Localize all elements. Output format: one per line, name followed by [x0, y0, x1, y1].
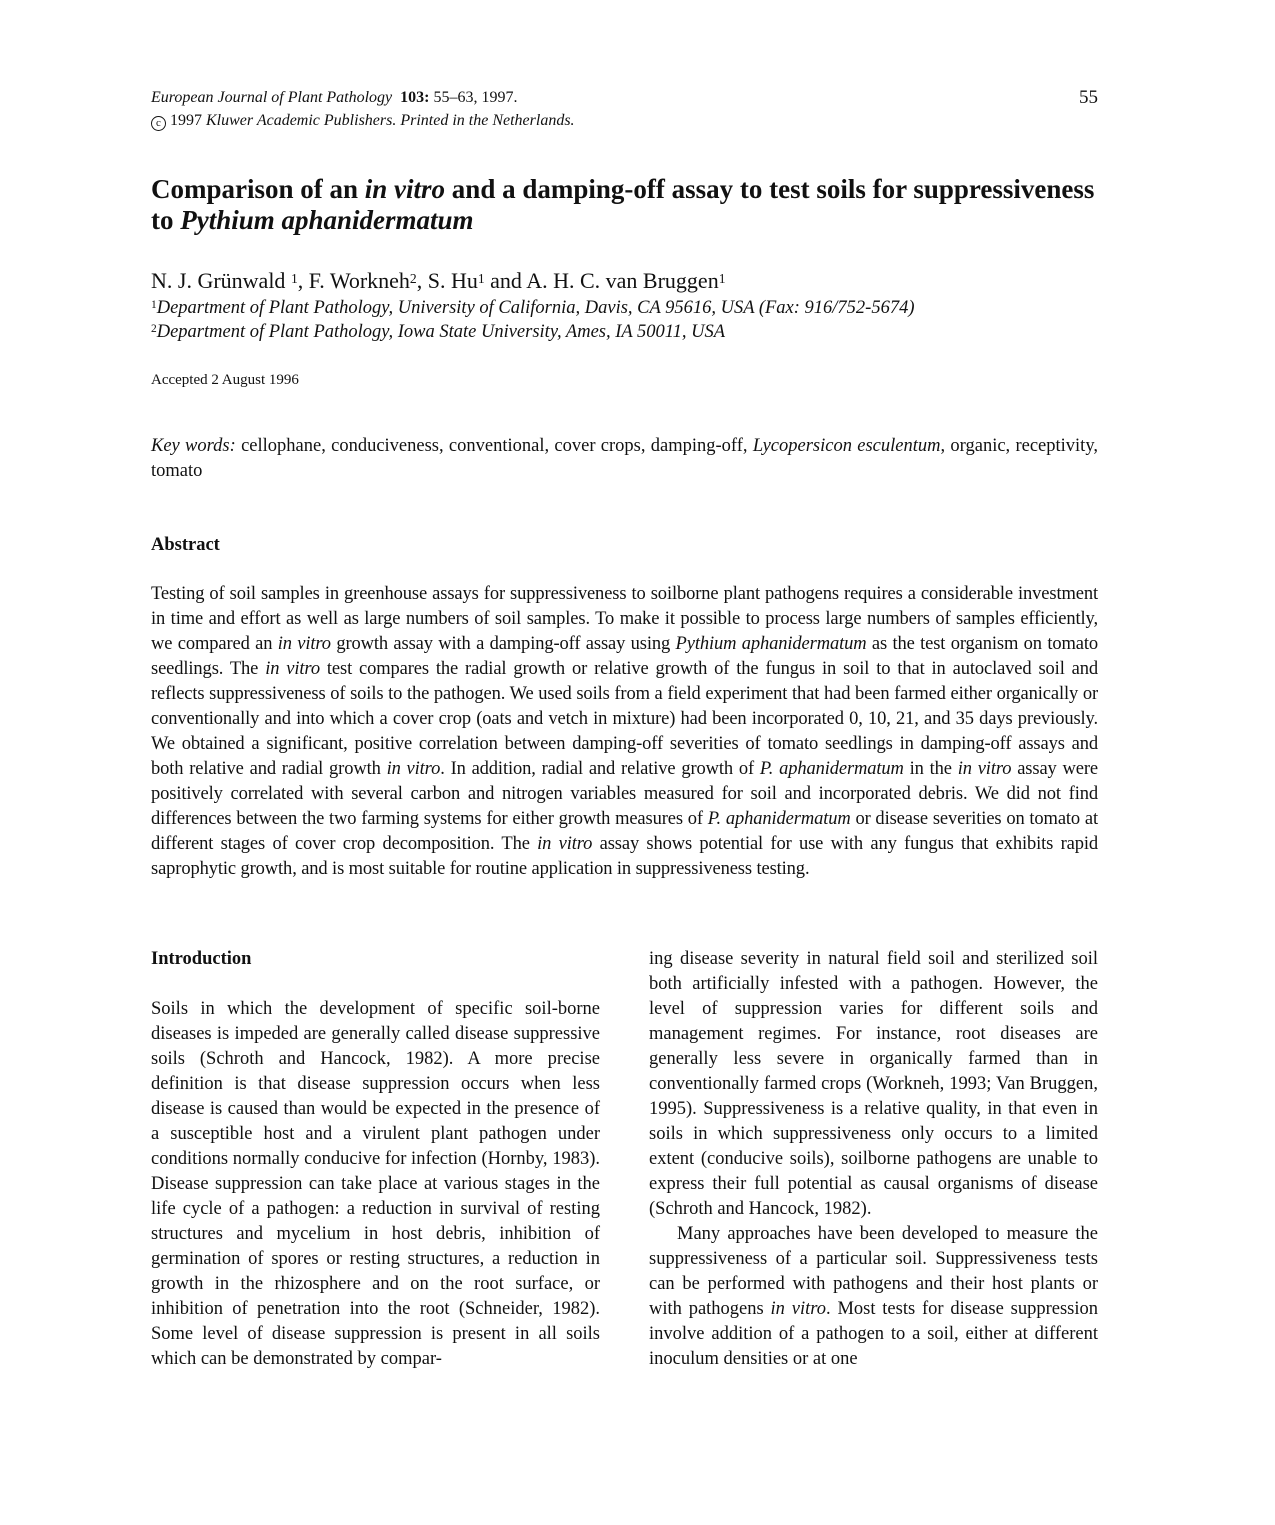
introduction-heading: Introduction — [151, 949, 252, 969]
introduction-right-paragraph-1: ing disease severity in natural field soil and sterilized soil both artificially infested with a pathogen. However, the level of suppression varies for different soils and management regimes. For instance, root diseases are generally less severe in organically farmed than in conventionally farmed crops (Workneh, 1993; Van Bruggen, 1995). Suppressiveness is a relative quality, in that even in soils in which suppressiveness only occurs to a limited extent (conducive soils), soilborne pathogens are unable to express their full potential as causal organisms of disease (Schroth and Hancock, 1982). — [649, 949, 1098, 1219]
introduction-right-column — [649, 947, 1098, 1372]
abstract-i5: P. aphanidermatum — [759, 759, 904, 779]
accepted-date: Accepted 2 August 1996 — [151, 372, 299, 388]
intro-p2-text-b: . Most tests for disease suppression involve addition of a pathogen to a soil, either at different inoculum densities or at one — [649, 1299, 1098, 1369]
author-3-affil: 1 — [477, 270, 485, 286]
journal-pages-year: 55–63, 1997. — [429, 89, 518, 106]
abstract-t8: or disease severities on tomato at different stages of cover crop decomposition. The — [151, 809, 1098, 854]
abstract-heading: Abstract — [151, 535, 220, 555]
author-1: N. J. Grünwald — [151, 268, 291, 293]
title-part1: Comparison of an — [151, 174, 365, 204]
abstract-t4: test compares the radial growth or relative growth of the fungus in soil to that in autoclaved soil and reflects suppressiveness of soils to the pathogen. We used soils from a field experiment that had been farmed either organically or conventionally and into which a cover crop (oats and vetch in mixture) had been incorporated 0, 10, 21, and 35 days previously. We obtained a significant, positive correlation between damping-off severities of tomato seedlings in damping-off assays and both relative and radial growth — [151, 659, 1098, 779]
affiliation-2-marker: 2 — [151, 323, 157, 336]
abstract-i8: in vitro — [537, 834, 593, 854]
introduction-right-paragraph-2 — [649, 1222, 1098, 1372]
copyright-symbol: c — [151, 116, 166, 131]
affiliation-1-marker: 1 — [151, 299, 157, 312]
abstract-t1: Testing of soil samples in greenhouse assays for suppressiveness to soilborne plant pathogens requires a considerable investment in time and effort as well as large numbers of soil samples. To make it possible to process large numbers of samples efficiently, we compared an — [151, 584, 1098, 654]
abstract-t7: assay were positively correlated with several carbon and nitrogen variables measured for soil and incorporated debris. We did not find differences between the two farming systems for either growth measures of — [151, 759, 1098, 829]
journal-citation — [151, 86, 1098, 109]
affiliation-2-text: Department of Plant Pathology, Iowa State University, Ames, IA 50011, USA — [156, 322, 726, 342]
author-2: , F. Workneh — [297, 268, 410, 293]
keywords — [151, 434, 1098, 484]
author-3: , S. Hu — [416, 268, 478, 293]
title-italic-in-vitro: in vitro — [364, 174, 446, 204]
author-1-affil: 1 — [290, 270, 298, 286]
intro-p2-italic: in vitro — [770, 1299, 826, 1319]
title-part2: and a damping-off assay to test soils for suppressiveness to — [151, 174, 1095, 235]
author-list — [151, 268, 1098, 294]
author-4-affil: 1 — [718, 270, 726, 286]
author-4: and A. H. C. van Bruggen — [484, 268, 719, 293]
abstract-i3: in vitro — [265, 659, 320, 679]
author-2-affil: 2 — [409, 270, 417, 286]
copyright-year: 1997 — [166, 112, 206, 129]
abstract-t3: as the test organism on tomato seedlings. The — [151, 634, 1098, 679]
affiliation-2 — [151, 320, 1098, 344]
affiliation-1-text: Department of Plant Pathology, University of California, Davis, CA 95616, USA (Fax: 916/752-5674) — [156, 298, 915, 318]
abstract-t5: . In addition, radial and relative growth of — [440, 759, 760, 779]
copyright-line — [151, 109, 1098, 132]
title-italic-species: Pythium aphanidermatum — [180, 205, 474, 235]
paper-title — [151, 174, 1098, 236]
journal-volume: 103: — [400, 89, 430, 106]
page-number: 55 — [1079, 87, 1098, 108]
abstract-i2: Pythium aphanidermatum — [675, 634, 867, 654]
journal-name: European Journal of Plant Pathology — [151, 89, 393, 106]
abstract-t6: in the — [903, 759, 958, 779]
introduction-left-column: Soils in which the development of specific soil-borne diseases is impeded are generally called disease suppressive soils (Schroth and Hancock, 1982). A more precise definition is that disease suppression occurs when less disease is caused than would be expected in the presence of a susceptible host and a virulent plant pathogen under conditions normally conducive for infection (Hornby, 1983). Disease suppression can take place at various stages in the life cycle of a pathogen: a reduction in survival of resting structures and mycelium in host debris, inhibition of germination of spores or resting structures, a reduction in growth in the rhizosphere and on the root surface, or inhibition of penetration into the root (Schneider, 1982). Some level of disease suppression is present in all soils which can be demonstrated by compar- — [151, 999, 600, 1369]
abstract-t2: growth assay with a damping-off assay using — [330, 634, 676, 654]
abstract-body — [151, 582, 1098, 882]
running-header — [151, 86, 1098, 132]
keywords-text-1: cellophane, conduciveness, conventional, cover crops, damping-off, — [235, 436, 753, 456]
keywords-text-2: , organic, receptivity, tomato — [151, 436, 1098, 481]
abstract-t9: assay shows potential for use with any fungus that exhibits rapid saprophytic growth, and is most suitable for routine application in suppressiveness testing. — [151, 834, 1098, 879]
abstract-i1: in vitro — [277, 634, 331, 654]
keywords-italic: Lycopersicon esculentum — [752, 436, 941, 456]
publisher: Kluwer Academic Publishers. Printed in the Netherlands. — [206, 112, 575, 129]
keywords-label: Key words: — [151, 436, 236, 456]
intro-p2-text-a: Many approaches have been developed to measure the suppressiveness of a particular soil. Suppressiveness tests can be performed with pathogens and their host plants or with pathogens — [649, 1224, 1098, 1319]
abstract-i6: in vitro — [957, 759, 1012, 779]
abstract-i4: in vitro — [386, 759, 441, 779]
affiliation-1 — [151, 296, 1098, 320]
abstract-i7: P. aphanidermatum — [707, 809, 851, 829]
